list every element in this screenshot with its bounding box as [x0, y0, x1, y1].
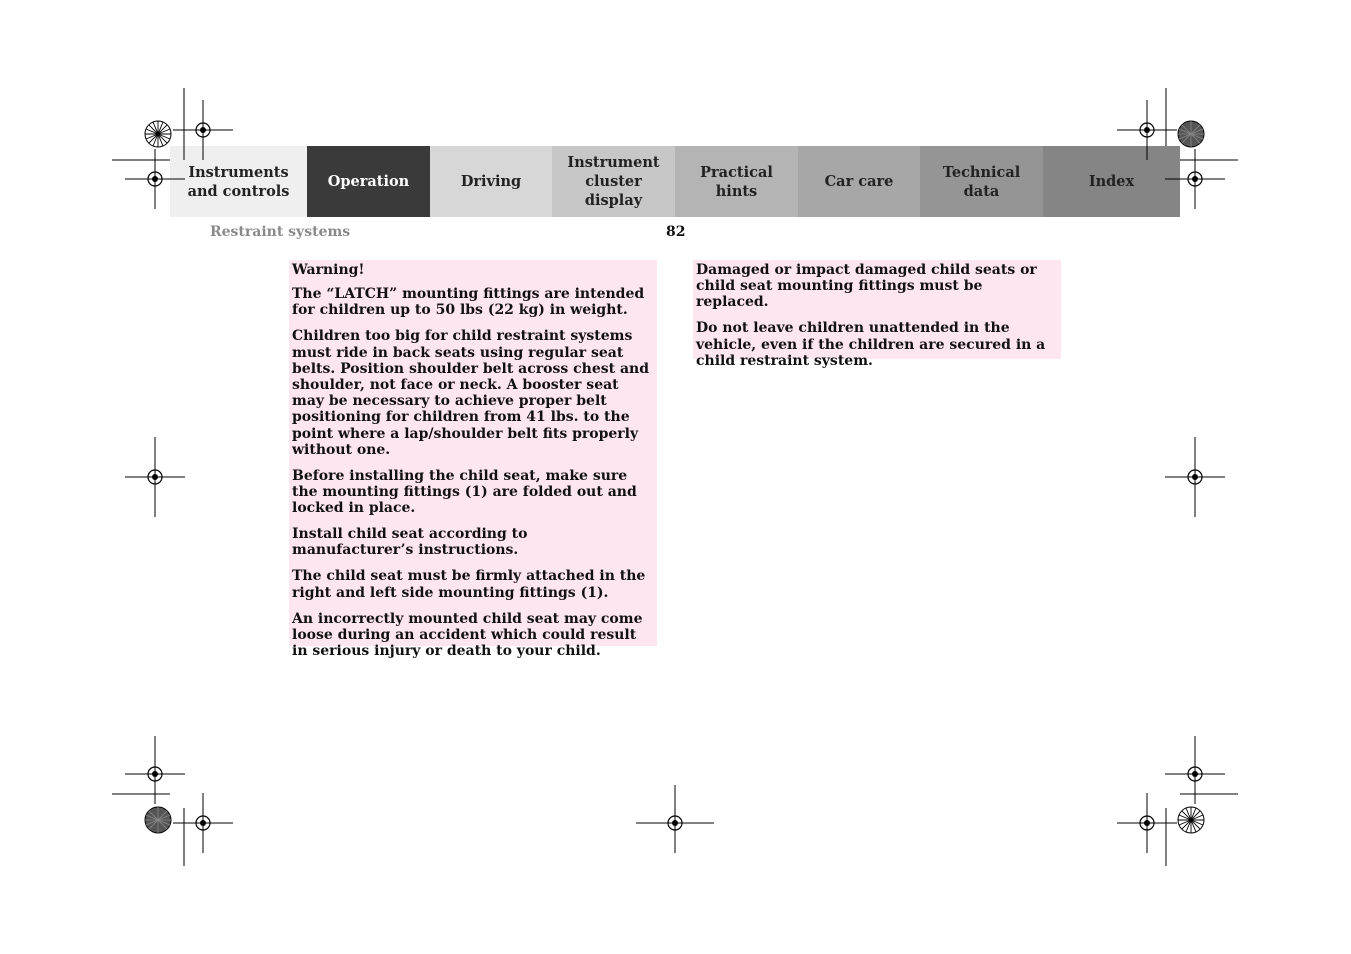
- warning-paragraph: Children too big for child restraint systems must ride in back seats using regular seat belts. Position shoulder belt across chest and shoulder, not face or neck. A booster seat may be necessary to achieve proper belt positioning for children from 41 lbs. to the point where a lap/shoulder belt fits properly without one.: [292, 328, 649, 458]
- warning-heading: Warning!: [292, 262, 365, 278]
- warning-paragraph: An incorrectly mounted child seat may come loose during an accident which could result in serious injury or death to your child.: [292, 610, 643, 660]
- tab-label: Car care: [824, 173, 894, 190]
- tab-label: Instrument cluster display: [567, 154, 660, 209]
- tab-label: Operation: [327, 173, 410, 190]
- warning-paragraph: Before installing the child seat, make sure the mounting fittings (1) are folded out and locked in place.: [292, 467, 637, 517]
- warning-paragraph: Damaged or impact damaged child seats or child seat mounting fittings must be replaced.: [696, 262, 1037, 311]
- warning-paragraph: Do not leave children unattended in the vehicle, even if the children are secured in a child restraint system.: [696, 320, 1046, 369]
- tab-label: Instruments and controls: [187, 163, 290, 200]
- warning-paragraph: Install child seat according to manufacturer’s instructions.: [292, 526, 528, 559]
- page-number: 82: [666, 224, 686, 240]
- warning-paragraph: The “LATCH” mounting fittings are intended for children up to 50 lbs (22 kg) in weight.: [292, 286, 645, 319]
- section-title: Restraint systems: [210, 224, 351, 240]
- tab-label: Technical data: [942, 163, 1021, 200]
- warning-paragraph: The child seat must be firmly attached in the right and left side mounting fittings (1).: [292, 568, 646, 601]
- tab-label: Practical hints: [700, 163, 773, 200]
- tab-label: Driving: [460, 173, 522, 190]
- tab-label: Index: [1088, 173, 1135, 190]
